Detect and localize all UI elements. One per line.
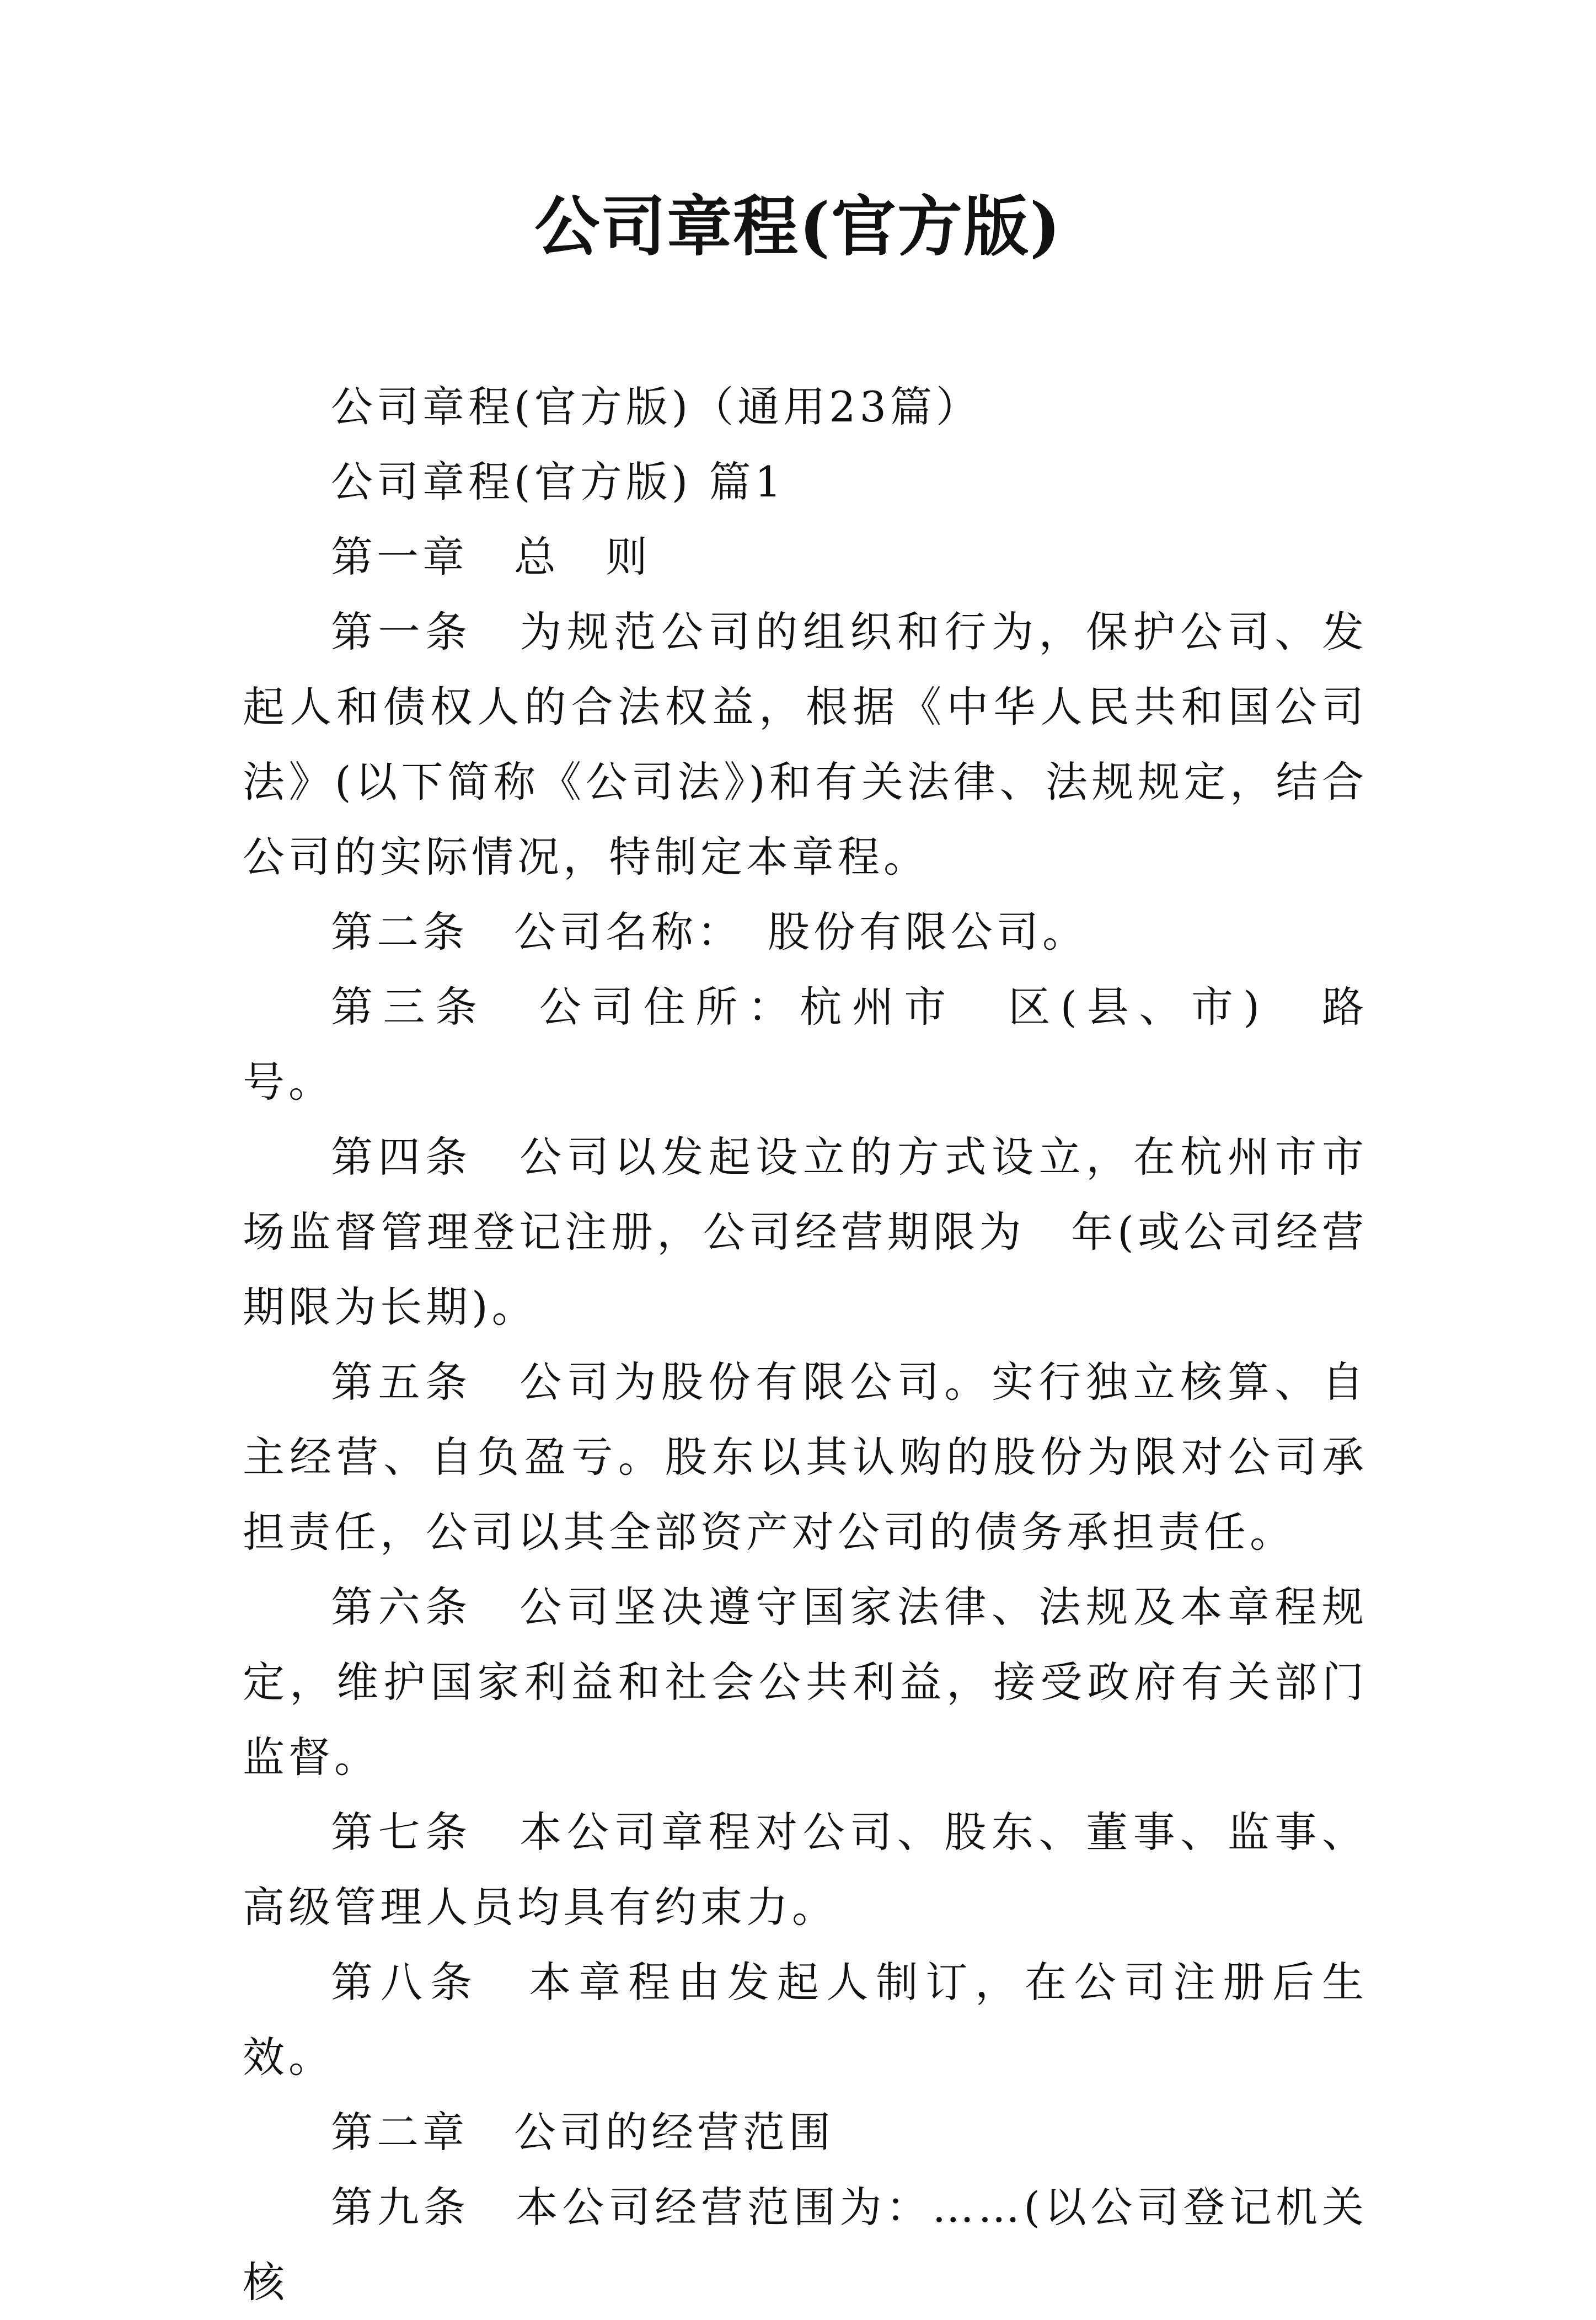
paragraph: 公司章程(官方版)（通用23篇） bbox=[331, 382, 982, 431]
paragraph: 第五条 公司为股份有限公司。实行独立核算、自主经营、自负盈亏。股东以其认购的股份为限对公司承担责任，公司以其全部资产对公司的债务承担责任。 bbox=[243, 1357, 1368, 1557]
chapter-heading: 第一章 总 则 bbox=[331, 532, 651, 581]
paragraph: 第九条 本公司经营范围为：……(以公司登记机关核 bbox=[243, 2183, 1368, 2307]
chapter-heading: 第二章 公司的经营范围 bbox=[331, 2108, 834, 2157]
paragraph: 第六条 公司坚决遵守国家法律、法规及本章程规定，维护国家利益和社会公共利益，接受政府有关部门监督。 bbox=[243, 1583, 1368, 1782]
paragraph: 第三条 公司住所：杭州市 区(县、市) 路 号。 bbox=[243, 982, 1413, 1106]
paragraph: 第一条 为规范公司的组织和行为，保护公司、发起人和债权人的合法权益，根据《中华人民共和国公司法》(以下简称《公司法》)和有关法律、法规规定，结合公司的实际情况，特制定本章程。 bbox=[243, 607, 1368, 881]
paragraph: 第八条 本章程由发起人制订，在公司注册后生效。 bbox=[243, 1958, 1368, 2082]
document-body bbox=[243, 370, 1413, 2320]
document-title: 公司章程(官方版) bbox=[534, 188, 1062, 265]
paragraph: 第二条 公司名称： 股份有限公司。 bbox=[331, 907, 1088, 956]
paragraph: 公司章程(官方版) 篇1 bbox=[331, 457, 785, 506]
paragraph: 第七条 本公司章程对公司、股东、董事、监事、高级管理人员均具有约束力。 bbox=[243, 1808, 1368, 1932]
paragraph: 第四条 公司以发起设立的方式设立，在杭州市市场监督管理登记注册，公司经营期限为 年(或公司经营期限为长期)。 bbox=[243, 1132, 1368, 1332]
